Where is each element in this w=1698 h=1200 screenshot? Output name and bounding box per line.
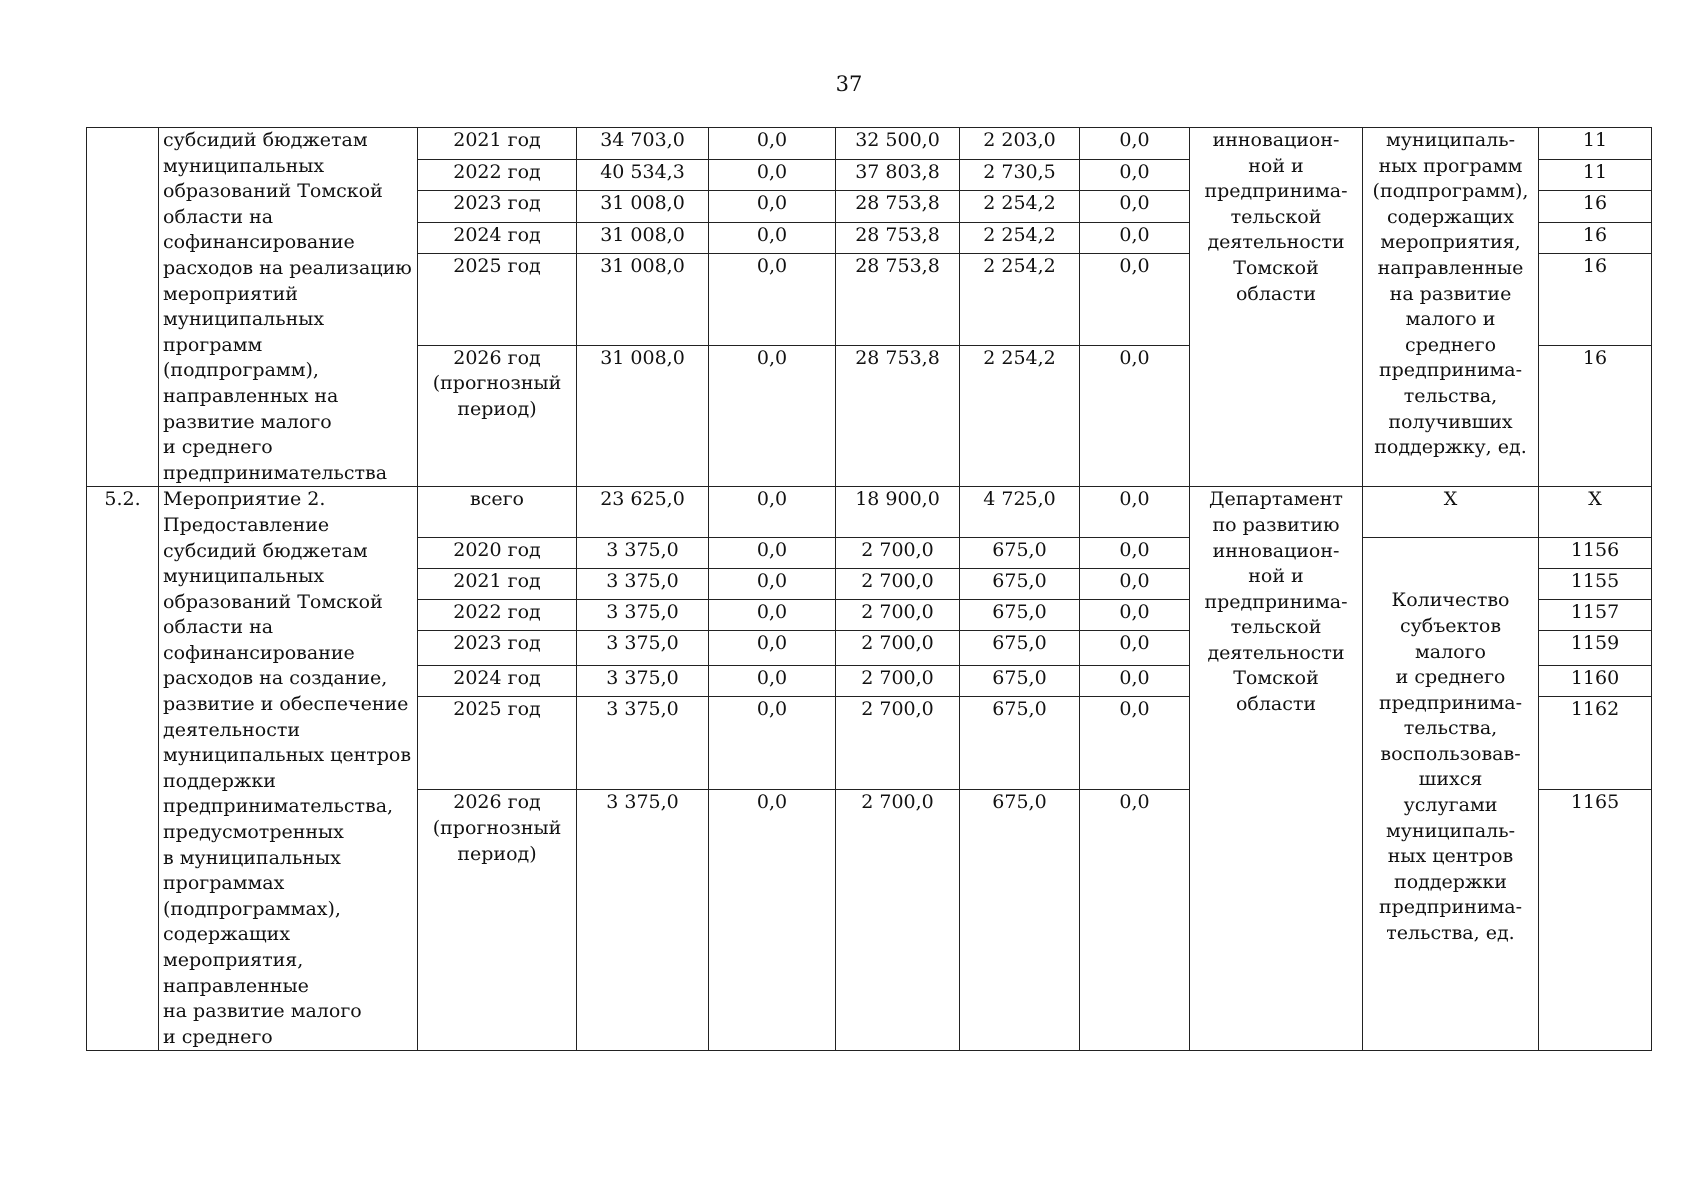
value-extra: 0,0: [1080, 790, 1190, 1051]
value-regional: 2 700,0: [836, 631, 960, 666]
text-line: предпринима-: [1378, 896, 1523, 919]
value-extra: 0,0: [1080, 128, 1190, 160]
text-line: среднего: [1404, 333, 1497, 356]
text-line: области: [1235, 282, 1317, 305]
value-local: 675,0: [960, 666, 1080, 697]
text-line: субсидий бюджетам: [163, 129, 368, 151]
text-line: Мероприятие 2.: [163, 488, 326, 511]
text-line: тельства, ед.: [1386, 922, 1515, 945]
value-local: 2 254,2: [960, 345, 1080, 487]
measures-table: [86, 127, 1652, 1051]
measure-description: [159, 128, 418, 487]
text-line: образований Томской: [163, 590, 383, 613]
text-line: и среднего: [163, 1025, 273, 1048]
measure-description: [159, 487, 418, 1051]
text-line: муниципальных центров: [163, 744, 412, 767]
text-line: (прогнозный: [432, 816, 562, 839]
text-line: муниципальных: [163, 565, 325, 588]
text-line: ных программ: [1378, 154, 1523, 177]
indicator-value: 11: [1539, 128, 1652, 160]
indicator-value: 16: [1539, 191, 1652, 223]
value-regional: 2 700,0: [836, 569, 960, 600]
text-line: предпринима-: [1378, 359, 1523, 382]
value-extra: 0,0: [1080, 600, 1190, 631]
text-line: программ: [163, 333, 263, 356]
value-extra: 0,0: [1080, 191, 1190, 223]
value-regional: 28 753,8: [836, 191, 960, 223]
text-line: образований Томской: [163, 180, 383, 203]
value-regional: 2 700,0: [836, 697, 960, 790]
value-local: 675,0: [960, 790, 1080, 1051]
period: 2021 год: [418, 569, 577, 600]
value-extra: 0,0: [1080, 254, 1190, 345]
value-total: 31 008,0: [577, 254, 709, 345]
text-line: области на: [163, 616, 274, 639]
text-line: в муниципальных: [163, 846, 341, 869]
text-line: предпринимательства: [163, 461, 388, 484]
value-local: 2 254,2: [960, 191, 1080, 223]
indicator-value: 1156: [1539, 538, 1652, 569]
indicator-value: 1162: [1539, 697, 1652, 790]
value-total: 31 008,0: [577, 222, 709, 254]
text-line: содержащих: [163, 923, 291, 946]
value-local: 4 725,0: [960, 487, 1080, 538]
text-line: предпринима-: [1378, 691, 1523, 714]
text-line: малого: [1414, 640, 1486, 663]
text-line: тельства,: [1403, 717, 1498, 740]
text-line: Томской: [1233, 667, 1319, 690]
value-total: 3 375,0: [577, 538, 709, 569]
value-extra: 0,0: [1080, 159, 1190, 191]
text-line: на развитие малого: [163, 1000, 362, 1023]
text-line: области: [1235, 693, 1317, 716]
page-number: 37: [835, 72, 863, 96]
value-extra: 0,0: [1080, 222, 1190, 254]
value-regional: 2 700,0: [836, 538, 960, 569]
text-line: тельской: [1230, 616, 1322, 639]
text-line: муниципаль-: [1386, 819, 1515, 842]
text-line: период): [457, 842, 537, 865]
indicator-value: 1160: [1539, 666, 1652, 697]
text-line: софинансирование: [163, 641, 355, 664]
value-federal: 0,0: [709, 487, 836, 538]
value-regional: 2 700,0: [836, 666, 960, 697]
value-federal: 0,0: [709, 159, 836, 191]
indicator-name: [1363, 538, 1539, 1051]
text-line: муниципаль-: [1386, 129, 1515, 151]
value-local: 675,0: [960, 631, 1080, 666]
text-line: малого и: [1405, 308, 1496, 331]
value-total: 34 703,0: [577, 128, 709, 160]
value-local: 2 730,5: [960, 159, 1080, 191]
text-line: предусмотренных: [163, 821, 344, 844]
value-total: 3 375,0: [577, 631, 709, 666]
value-total: 3 375,0: [577, 790, 709, 1051]
table-row: [87, 128, 1652, 160]
text-line: ных центров: [1387, 845, 1514, 868]
text-line: Предоставление: [163, 513, 330, 536]
text-line: по развитию: [1212, 513, 1340, 536]
indicator-value: 16: [1539, 222, 1652, 254]
value-local: 675,0: [960, 538, 1080, 569]
executor: [1190, 487, 1363, 1051]
value-local: 675,0: [960, 697, 1080, 790]
text-line: развитие малого: [163, 410, 332, 433]
value-federal: 0,0: [709, 254, 836, 345]
period: 2023 год: [418, 191, 577, 223]
value-regional: 18 900,0: [836, 487, 960, 538]
text-line: предпринима-: [1204, 590, 1348, 613]
text-line: услугами: [1403, 794, 1498, 817]
text-line: направленных на: [163, 384, 339, 407]
text-line: мероприятия,: [1380, 231, 1521, 254]
value-federal: 0,0: [709, 666, 836, 697]
indicator-value: 16: [1539, 254, 1652, 345]
value-extra: 0,0: [1080, 538, 1190, 569]
text-line: ной и: [1248, 565, 1304, 588]
indicator-value: 1155: [1539, 569, 1652, 600]
value-extra: 0,0: [1080, 569, 1190, 600]
value-extra: 0,0: [1080, 631, 1190, 666]
text-line: поддержки: [1394, 870, 1507, 893]
value-local: 675,0: [960, 600, 1080, 631]
period: 2025 год: [418, 697, 577, 790]
text-line: Департамент: [1209, 488, 1343, 511]
value-extra: 0,0: [1080, 487, 1190, 538]
value-local: 2 254,2: [960, 254, 1080, 345]
value-regional: 37 803,8: [836, 159, 960, 191]
text-line: муниципальных: [163, 154, 325, 177]
value-federal: 0,0: [709, 600, 836, 631]
text-line: получивших: [1388, 410, 1513, 433]
indicator-name: X: [1363, 487, 1539, 538]
text-line: шихся: [1418, 768, 1483, 791]
text-line: ной и: [1248, 154, 1304, 177]
text-line: муниципальных: [163, 308, 325, 331]
text-line: деятельности: [1207, 231, 1345, 254]
value-regional: 28 753,8: [836, 254, 960, 345]
text-line: Количество: [1391, 589, 1510, 612]
text-line: мероприятия,: [163, 949, 304, 971]
value-extra: 0,0: [1080, 345, 1190, 487]
value-federal: 0,0: [709, 569, 836, 600]
value-regional: 2 700,0: [836, 600, 960, 631]
text-line: тельской: [1230, 205, 1322, 228]
text-line: период): [457, 397, 537, 420]
value-extra: 0,0: [1080, 697, 1190, 790]
value-extra: 0,0: [1080, 666, 1190, 697]
executor: [1190, 128, 1363, 487]
value-regional: 28 753,8: [836, 345, 960, 487]
value-federal: 0,0: [709, 191, 836, 223]
text-line: направленные: [1377, 256, 1524, 279]
item-number: [87, 128, 159, 487]
indicator-value: 1159: [1539, 631, 1652, 666]
text-line: расходов на создание,: [163, 667, 388, 690]
period: всего: [418, 487, 577, 538]
value-regional: 2 700,0: [836, 790, 960, 1051]
text-line: деятельности: [1207, 641, 1345, 664]
text-line: развитие и обеспечение: [163, 693, 409, 716]
text-line: программах: [163, 872, 285, 895]
value-federal: 0,0: [709, 345, 836, 487]
period: 2024 год: [418, 222, 577, 254]
text-line: инновацион-: [1212, 129, 1340, 151]
text-line: мероприятий: [163, 282, 298, 305]
text-line: (прогнозный: [432, 372, 562, 395]
period: [418, 790, 577, 1051]
period: 2024 год: [418, 666, 577, 697]
text-line: воспользовав-: [1380, 742, 1521, 765]
text-line: предпринима-: [1204, 180, 1348, 203]
value-regional: 32 500,0: [836, 128, 960, 160]
value-total: 3 375,0: [577, 600, 709, 631]
text-line: субсидий бюджетам: [163, 539, 368, 562]
text-line: на развитие: [1389, 282, 1512, 305]
value-local: 675,0: [960, 569, 1080, 600]
indicator-value: 1165: [1539, 790, 1652, 1051]
value-federal: 0,0: [709, 538, 836, 569]
text-line: (подпрограммах),: [163, 897, 341, 920]
period: 2022 год: [418, 600, 577, 631]
text-line: софинансирование: [163, 231, 355, 254]
value-total: 23 625,0: [577, 487, 709, 538]
text-line: инновацион-: [1212, 539, 1340, 562]
text-line: поддержку, ед.: [1374, 436, 1527, 459]
value-federal: 0,0: [709, 697, 836, 790]
value-federal: 0,0: [709, 128, 836, 160]
value-federal: 0,0: [709, 790, 836, 1051]
value-total: 31 008,0: [577, 191, 709, 223]
text-line: предпринимательства,: [163, 795, 394, 818]
value-regional: 28 753,8: [836, 222, 960, 254]
value-total: 31 008,0: [577, 345, 709, 487]
value-local: 2 203,0: [960, 128, 1080, 160]
indicator-value: 11: [1539, 159, 1652, 191]
value-total: 40 534,3: [577, 159, 709, 191]
item-number: 5.2.: [87, 487, 159, 1051]
period: 2025 год: [418, 254, 577, 345]
indicator-value: 1157: [1539, 600, 1652, 631]
text-line: деятельности: [163, 718, 301, 741]
indicator-value: X: [1539, 487, 1652, 538]
table-row: [87, 487, 1652, 538]
indicator-name: [1363, 128, 1539, 487]
text-line: направленные: [163, 974, 309, 997]
text-line: (подпрограмм),: [163, 359, 319, 382]
period: 2021 год: [418, 128, 577, 160]
period: 2023 год: [418, 631, 577, 666]
text-line: поддержки: [163, 769, 276, 792]
value-total: 3 375,0: [577, 697, 709, 790]
text-line: (подпрограмм),: [1372, 180, 1529, 203]
text-line: 2026 год: [453, 346, 541, 369]
value-federal: 0,0: [709, 222, 836, 254]
text-line: 2026 год: [453, 791, 541, 814]
period: [418, 345, 577, 487]
text-line: области на: [163, 205, 274, 228]
value-total: 3 375,0: [577, 569, 709, 600]
period: 2020 год: [418, 538, 577, 569]
text-line: содержащих: [1386, 205, 1515, 228]
value-total: 3 375,0: [577, 666, 709, 697]
text-line: субъектов: [1399, 614, 1502, 637]
indicator-value: 16: [1539, 345, 1652, 487]
value-federal: 0,0: [709, 631, 836, 666]
text-line: и среднего: [1395, 666, 1506, 689]
text-line: тельства,: [1403, 384, 1498, 407]
text-line: расходов на реализацию: [163, 256, 412, 279]
text-line: Томской: [1233, 256, 1319, 279]
period: 2022 год: [418, 159, 577, 191]
value-local: 2 254,2: [960, 222, 1080, 254]
text-line: и среднего: [163, 436, 273, 459]
